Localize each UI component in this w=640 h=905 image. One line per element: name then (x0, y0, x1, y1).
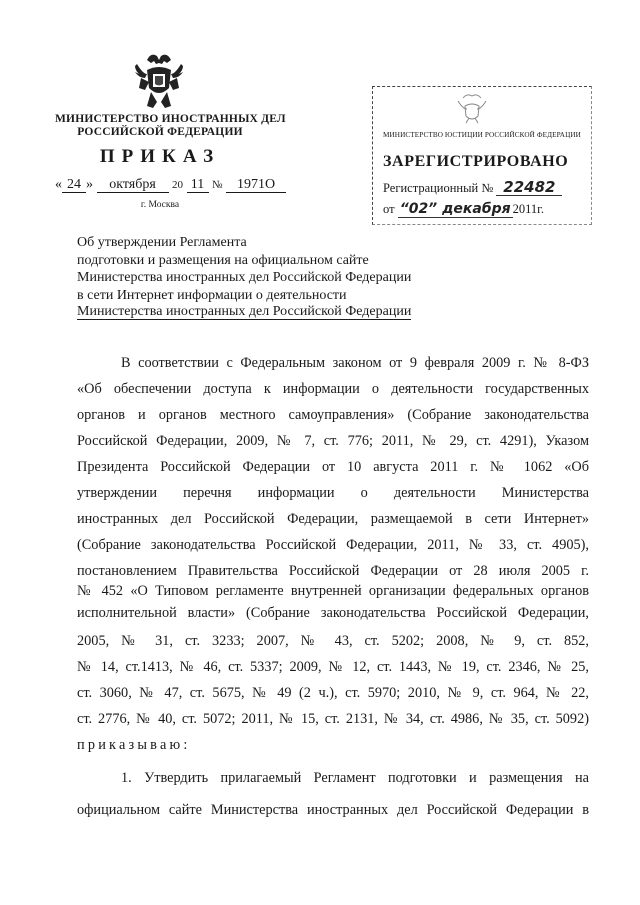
body-line: иностранных дел Российской Федерации, размещаемой в сети Интернет» (77, 511, 589, 527)
date-year-prefix: 20 (172, 179, 183, 191)
subject-line-2: подготовки и размещения на официальном сайте (77, 253, 369, 268)
body-line: утверждении перечня информации о деятельности Министерства (77, 485, 589, 501)
order-number: 1971О (226, 177, 286, 193)
body-line: органов и органов местного самоуправления» (Собрание законодательства (77, 407, 589, 423)
subject-line-1: Об утверждении Регламента (77, 235, 247, 250)
command-word: приказываю: (77, 737, 191, 753)
subject-line-3: Министерства иностранных дел Российской Федерации (77, 270, 412, 285)
body-line: № 452 «О Типовом регламенте внутренней организации федеральных органов (77, 583, 589, 599)
body-line: постановлением Правительства Российской Федерации от 28 июля 2005 г. (77, 563, 589, 579)
body-line: В соответствии с Федеральным законом от 9 февраля 2009 г. № 8-ФЗ (121, 355, 589, 371)
body-line: исполнительной власти» (Собрание законодательства Российской Федерации, (77, 605, 589, 621)
body-line: ст. 3060, № 47, ст. 5675, № 49 (2 ч.), ст. 5970; 2010, № 9, ст. 964, № 22, (77, 685, 589, 701)
number-sign: № (212, 179, 223, 191)
body-line: ст. 2776, № 40, ст. 5072; 2011, № 15, ст. 2131, № 34, ст. 4986, № 35, ст. 5092) (77, 711, 589, 727)
body-line: (Собрание законодательства Российской Федерации, 2011, № 33, ст. 4905), (77, 537, 589, 553)
date-month: октября (97, 177, 169, 193)
stamp-reg-label: Регистрационный № (383, 181, 494, 195)
stamp-ministry-name: МИНИСТЕРСТВО ЮСТИЦИИ РОССИЙСКОЙ ФЕДЕРАЦИИ (383, 131, 581, 139)
subject-line-4: в сети Интернет информации о деятельности (77, 288, 347, 303)
registration-stamp (372, 86, 592, 225)
body-line: «Об обеспечении доступа к информации о деятельности государственных (77, 381, 589, 397)
stamp-date-handwritten: “02” декабря (399, 201, 511, 217)
ministry-name-line-2: РОССИЙСКОЙ ФЕДЕРАЦИИ (77, 126, 243, 138)
date-close-quote: » (86, 177, 93, 192)
coat-of-arms-emblem (133, 50, 185, 110)
stamp-date-label: от (383, 202, 395, 216)
body-line: Президента Российской Федерации от 10 августа 2011 г. № 1062 «Об (77, 459, 589, 475)
date-year: 11 (187, 177, 209, 193)
stamp-date-line (383, 201, 544, 218)
item-1-line-2: официальном сайте Министерства иностранных дел Российской Федерации в (77, 802, 589, 818)
stamp-emblem-icon (455, 92, 489, 124)
stamp-date-year: 2011г. (512, 202, 545, 216)
stamp-reg-number: 22482 (496, 179, 562, 196)
stamp-registered-label: ЗАРЕГИСТРИРОВАНО (383, 153, 569, 170)
subject-line-5: Министерства иностранных дел Российской Федерации (77, 304, 412, 319)
city: г. Москва (140, 200, 180, 210)
body-line: Российской Федерации, 2009, № 7, ст. 776; 2011, № 29, ст. 4291), Указом (77, 433, 589, 449)
body-line: 2005, № 31, ст. 3233; 2007, № 43, ст. 5202; 2008, № 9, ст. 852, (77, 633, 589, 649)
document-type-title: ПРИКАЗ (99, 146, 221, 167)
date-day: 24 (62, 177, 86, 193)
date-open-quote: « (55, 177, 62, 192)
ministry-name-line-1: МИНИСТЕРСТВО ИНОСТРАННЫХ ДЕЛ (55, 113, 286, 125)
order-date-number (55, 177, 286, 193)
body-line: № 14, ст.1413, № 46, ст. 5337; 2009, № 12, ст. 1443, № 19, ст. 2346, № 25, (77, 659, 589, 675)
stamp-registration-number-line (383, 179, 562, 196)
item-1-line-1: 1. Утвердить прилагаемый Регламент подготовки и размещения на (121, 770, 589, 786)
